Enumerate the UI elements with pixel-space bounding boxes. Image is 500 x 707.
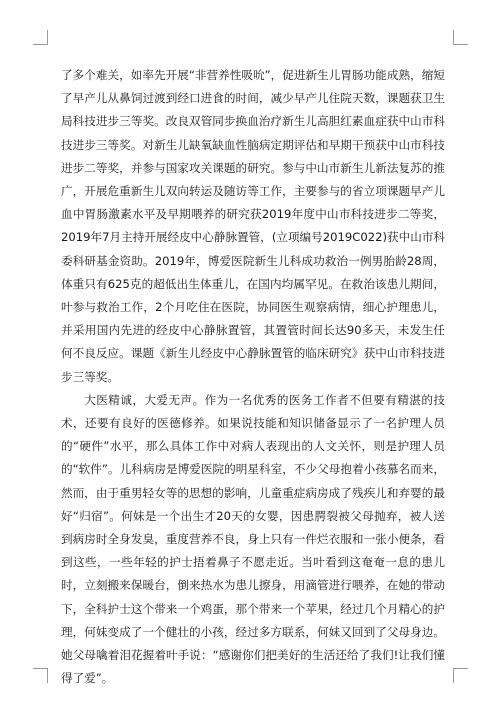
- crop-mark-bottom-right: [453, 668, 468, 683]
- paragraph-achievements: 了多个难关，如率先开展“非营养性吸吮”，促进新生儿胃肠功能成熟，缩短了早产儿从鼻饲过渡到经口进食的时间，减少早产儿住院天数，课题获卫生局科技进步三等奖。改良双管同步换血治疗新生儿高胆红素血症获中山市科技进步三等奖。对新生儿缺氧缺血性脑病定期评估和早期干预获中山市科技进步二等奖，并参与国家攻关课题的研究。参与中山市新生儿新法复苏的推广，开展危重新生儿双向转运及随访等工作，主要参与的省立项课题早产儿血中胃肠激素水平及早期喂养的研究获2019年度中山市科技进步二等奖，2019年7月主持开展经皮中心静脉置管，(立项编号2019C022)获中山市科委科研基金资助。2019年，博爱医院新生儿科成功救治一例男胎龄28周，体重只有625克的超低出生体重儿，在国内均属罕见。在救治该患儿期间，叶参与救治工作，2个月吃住在医院，协同医生观察病情，细心护理患儿，并采用国内先进的经皮中心静脉置管，其置管时间长达90多天，未发生任何不良反应。课题《新生儿经皮中心静脉置管的临床研究》获中山市科技进步三等奖。: [61, 68, 445, 384]
- paragraph-medical-ethics: 大医精诚，大爱无声。作为一名优秀的医务工作者不但要有精湛的技术，还要有良好的医德修养。如果说技能和知识储备显示了一名护理人员的“硬件”水平，那么具体工作中对病人表现出的人文关怀，则是护理人员的“软件”。儿科病房是博爱医院的明星科室，不少父母抱着小孩慕名而来，然而，由于重男轻女等的思想的影响，儿童重症病房成了残疾儿和弃婴的最好“归宿”。何妹是一个出生才20天的女婴，因患腭裂被父母抛弃，被人送到病房时全身发臭，重度营养不良，身上只有一件烂衣服和一张小便条，看到这些，一些年轻的护士捂着鼻子不愿走近。当叶看到这奄奄一息的患儿时，立刻搬来保暖台，倒来热水为患儿擦身，用滴管进行喂养，在她的带动下，全科护士这个带来一个鸡蛋，那个带来一个苹果，经过几个月精心的护理，何妹变成了一个健壮的小孩，经过多方联系，何妹又回到了父母身边。她父母噙着泪花握着叶手说：“感谢你们把美好的生活还给了我们!让我们懂得了爱”。: [61, 392, 445, 686]
- crop-mark-top-right: [453, 30, 468, 45]
- document-body: [61, 64, 445, 690]
- crop-mark-bottom-left: [33, 668, 48, 683]
- crop-mark-top-left: [33, 30, 48, 45]
